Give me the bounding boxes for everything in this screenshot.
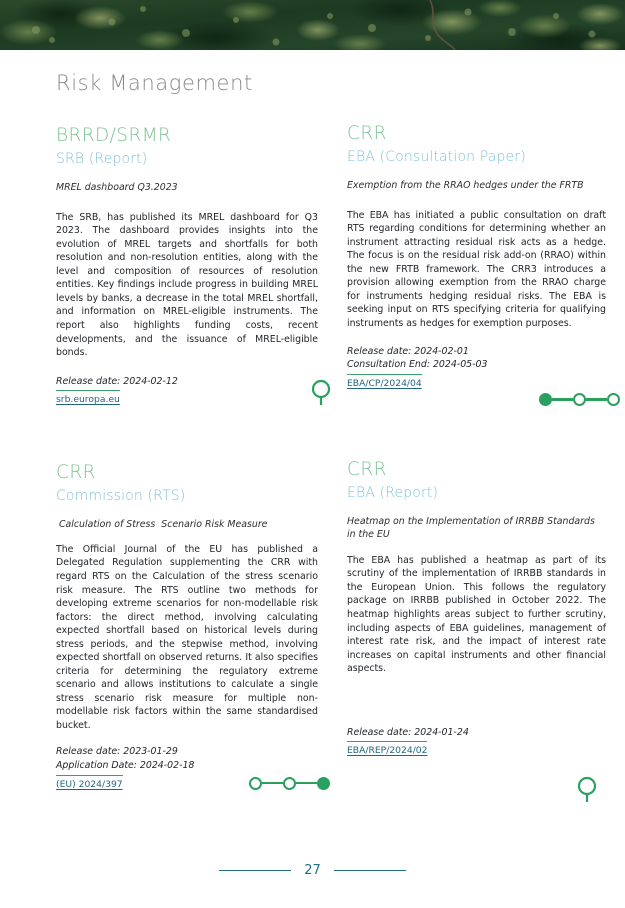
article-body: The EBA has initiated a public consultation on draft RTS regarding conditions for determining whether an instrument attracting residual risk acts as a hedge. The focus is on the residual risk add-on (RRAO) within the new FRTB framework. The CRR3 introduces a provision allowing exemption from the RRAO charge for instruments hedging residual risks. The EBA is seeking input on RTS specifying criteria for qualifying instruments as hedges for exemption purposes. (347, 209, 606, 329)
article-source: EBA (Report) (347, 484, 439, 501)
article-link[interactable]: EBA/CP/2024/04 (347, 374, 422, 389)
article-source: Commission (RTS) (56, 487, 186, 504)
article-card (329, 407, 614, 791)
article-consultation-end: Consultation End: 2024-05-03 (347, 359, 488, 371)
article-subject: Exemption from the RRAO hedges under the FRTB (347, 179, 584, 191)
article-date: Release date: 2023-01-29 (56, 746, 178, 758)
forest-photo-graphic (0, 0, 625, 50)
page-footer (0, 863, 625, 878)
article-date: Release date: 2024-02-01 (347, 345, 469, 357)
step-connector (552, 398, 573, 401)
article-source: EBA (Consultation Paper) (347, 148, 526, 165)
step-connector (262, 782, 283, 785)
step-dot-2 (573, 393, 586, 406)
article-regulation: CRR (347, 459, 387, 481)
article-source: SRB (Report) (56, 150, 148, 167)
article-subject: Calculation of Stress Scenario Risk Measure (56, 518, 268, 530)
article-footer (347, 726, 606, 759)
article-body: The Official Journal of the EU has published a Delegated Regulation supplementing the CRR with regard RTS on the Calculation of the stress scenario risk measure. The RTS outline two methods for developing extreme scenarios for non-modellable risk factors: the direct method, involving calculating expected shortfall based on historical levels during stress periods, and the stepwise method, involving expected shortfall on observed returns. It also specifies criteria for determining the regulatory extreme scenario and allows institutions to calculate a single stress scenario risk measure for multiple non-modellable risk factors within the same standardised bucket. (56, 543, 318, 731)
step-dot-3 (607, 393, 620, 406)
article-link[interactable]: srb.europa.eu (56, 390, 120, 405)
article-link[interactable]: (EU) 2024/397 (56, 775, 123, 790)
article-subject: Heatmap on the Implementation of IRRBB Standards in the EU (347, 515, 595, 540)
status-marker-steps (249, 777, 330, 790)
article-card (46, 116, 326, 407)
status-marker-steps (539, 393, 620, 406)
step-dot-1 (249, 777, 262, 790)
article-subject: MREL dashboard Q3.2023 (56, 181, 178, 193)
article-card (46, 407, 326, 791)
single-step-marker-icon (574, 775, 600, 805)
step-connector (296, 782, 317, 785)
article-footer (347, 345, 606, 391)
article-body: The SRB, has published its MREL dashboard for Q3 2023. The dashboard provides insights into the evolution of MREL targets and shortfalls for both resolution and non-resolution entities, along with the level and composition of resources of resolution entities. Key findings include progress in building MREL levels by banks, a decrease in the total MREL shortfall, and information on MREL-eligible instruments. The report also highlights funding costs, recent developments, and the issuance of MREL-eligible bonds. (56, 211, 318, 359)
articles-grid (0, 116, 625, 792)
article-regulation: CRR (347, 123, 387, 144)
status-marker-pin (574, 775, 600, 810)
step-dot-1-active (539, 393, 552, 406)
article-body: The EBA has published a heatmap as part of its scrutiny of the implementation of IRRBB standards in the European Union. This follows the regulatory package on IRRBB published in October 2022. The heatmap highlights areas subject to further scrutiny, including aspects of EBA guidelines, management of interest rate risk, and the impact of interest rate increases on capital instruments and other financial aspects. (347, 554, 606, 675)
step-connector (586, 398, 607, 401)
article-date: Release date: 2024-02-12 (56, 375, 178, 387)
article-link[interactable]: EBA/REP/2024/02 (347, 741, 427, 756)
article-card (329, 116, 614, 407)
page-title: Risk Management (56, 71, 253, 95)
article-footer (56, 375, 318, 408)
article-date: Release date: 2024-01-24 (347, 726, 469, 738)
article-regulation: CRR (56, 462, 96, 484)
page-content (0, 71, 625, 908)
page-number: 27 (304, 863, 321, 878)
footer-rule-right (334, 870, 406, 872)
article-application-date: Application Date: 2024-02-18 (56, 759, 195, 771)
step-dot-2 (283, 777, 296, 790)
footer-rule-left (219, 870, 291, 872)
header-banner-image (0, 0, 625, 50)
article-regulation: BRRD/SRMR (56, 125, 172, 146)
